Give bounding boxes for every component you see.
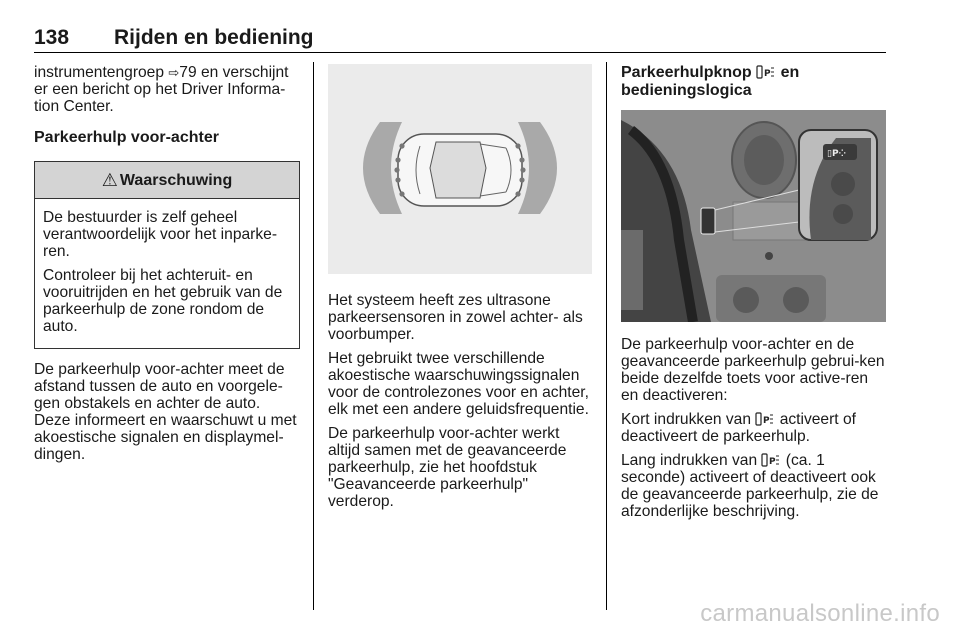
- paragraph-1: De parkeerhulp voor-achter en de geavanceerde parkeerhulp gebrui-ken beide dezelfde toets voor active-ren en deactiveren:: [621, 336, 885, 404]
- svg-text:▯P⁘: ▯P⁘: [827, 149, 847, 159]
- intro-paragraph: instrumentengroep ⇨79 en verschijnt er een bericht op het Driver Informa-tion Center.: [34, 64, 289, 115]
- column-divider-2: [606, 62, 607, 610]
- warning-title: Waarschuwing: [119, 171, 233, 189]
- paragraph-3: Lang indrukken van P (ca. 1 seconde) activeert of deactiveert ook de geavanceerde parkeerhulp, zie de afzonderlijke beschrijving.: [621, 452, 879, 520]
- page-number: 138: [34, 26, 70, 49]
- parking-sensor-diagram: [328, 64, 592, 274]
- body-paragraph: De parkeerhulp voor-achter meet de afstand tussen de auto en voorgele-gen obstakels en achter de auto. Deze informeert en waarschuwt u met akoestische signalen en displaymel-dingen.: [34, 361, 297, 463]
- warning-body: [35, 199, 299, 348]
- column-3: [621, 64, 886, 527]
- column-2: [328, 64, 592, 517]
- svg-text:P: P: [769, 457, 777, 467]
- paragraph-2: Kort indrukken van P activeert of deactiveert de parkeerhulp.: [621, 411, 856, 445]
- park-assist-button-icon: [755, 412, 775, 426]
- paragraph-2: Het gebruikt twee verschillende akoestische waarschuwingssignalen voor de controlezones voor en achter, elk met een andere geluidsfrequentie.: [328, 350, 589, 418]
- section-heading: Parkeerhulp voor-achter: [34, 129, 219, 146]
- section-heading: Parkeerhulpknop P en bedieningslogica: [621, 64, 800, 99]
- paragraph-1: Het systeem heeft zes ultrasone parkeersensoren in zowel achter- als voorbumper.: [328, 292, 583, 343]
- warning-header: [35, 162, 299, 199]
- column-1: [34, 64, 300, 470]
- watermark: carmanualsonline.info: [700, 600, 940, 627]
- warning-text-1: De bestuurder is zelf geheel verantwoordelijk voor het inparke-ren.: [43, 209, 278, 260]
- park-assist-button-icon: [761, 453, 781, 467]
- warning-triangle-icon: ⚠: [101, 169, 118, 190]
- reference-arrow-icon: ⇨: [168, 65, 180, 80]
- column-divider-1: [313, 62, 314, 610]
- svg-text:P: P: [763, 416, 770, 426]
- paragraph-3: De parkeerhulp voor-achter werkt altijd samen met de geavanceerde parkeerhulp, zie het hoofdstuk "Geavanceerde parkeerhulp" verderop.: [328, 425, 567, 510]
- page-title: Rijden en bediening: [114, 26, 314, 49]
- park-assist-button-icon: [756, 65, 776, 79]
- page-reference-link[interactable]: 79: [179, 64, 197, 81]
- warning-box: [34, 161, 300, 349]
- warning-text-2: Controleer bij het achteruit- en vooruitrijden en het gebruik van de parkeerhulp de zone rondom de auto.: [43, 267, 283, 335]
- svg-text:P: P: [764, 69, 771, 79]
- page-header: [34, 26, 886, 53]
- dashboard-button-photo: [621, 110, 886, 322]
